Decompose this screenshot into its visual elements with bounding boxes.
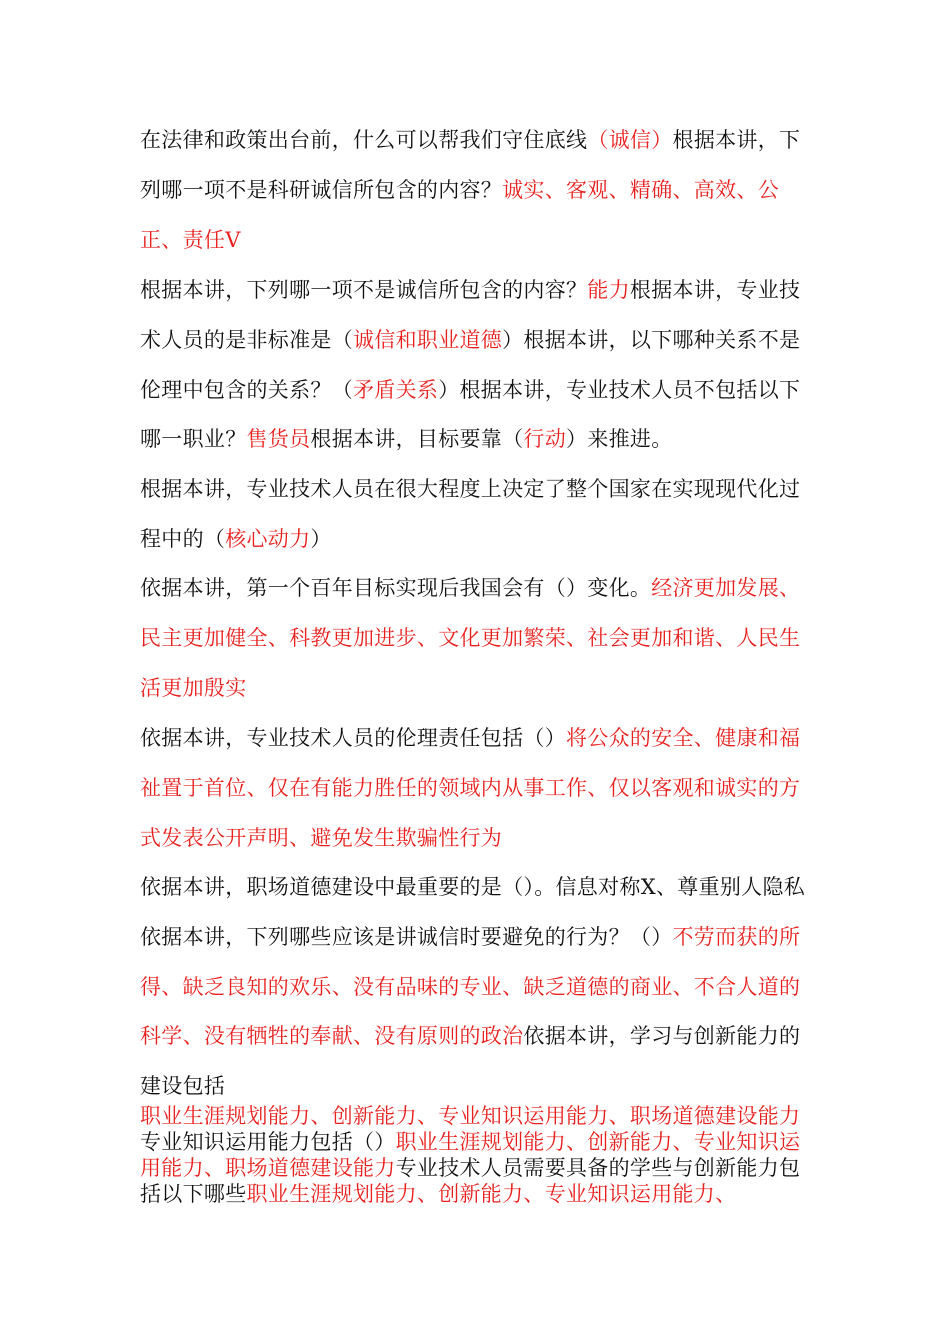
question-text: 专业技术人员需要具备的学些与创新能力包括以下哪些 — [140, 1156, 801, 1206]
question-text: ）根据本讲，专业技术人员不包括以下哪一职业？ — [140, 377, 801, 452]
question-text: ）来推进。 — [566, 427, 673, 452]
answer-text: 职业生涯规划能力、创新能力、专业知识运用能力、 — [246, 1182, 737, 1206]
question-text: 根据本讲，专业技术人员的是非标准是（ — [140, 278, 801, 352]
answer-text: 将公众的安全、健康和福祉置于首位、仅在有能力胜任的领域内从事工作、仅以客观和诚实的方式发表公开声明、避免发生欺骗性行为 — [140, 726, 801, 850]
question-text: 在法律和政策出台前，什么可以帮我们守住底线 — [140, 128, 588, 152]
answer-text: 经济更加发展、民主更加健全、科教更加进步、文化更加繁荣、社会更加和谐、人民生活更加殷实 — [140, 576, 801, 700]
question-block-abilities — [140, 1103, 820, 1207]
question-block-ethics — [140, 266, 820, 465]
answer-text: 售货员 — [246, 427, 311, 452]
question-text: ） — [310, 526, 332, 551]
answer-text: 不劳而获的所得、缺乏良知的欢乐、没有品味的专业、缺乏道德的商业、不合人道的科学、没有牺牲的奉献、没有原则的政治 — [140, 924, 801, 1049]
answer-text: （诚信） — [587, 128, 673, 152]
question-block-integrity — [140, 116, 820, 265]
answer-text: 职业生涯规划能力、创新能力、专业知识运用能力、职场道德建设能力 — [140, 1104, 801, 1128]
question-text: 根据本讲，下列哪一项不是诚信所包含的内容？ — [140, 278, 588, 302]
question-block-workplace-ethics — [140, 863, 820, 1112]
answer-text: 诚实、客观、精确、高效、公正、责任V — [140, 177, 780, 252]
question-block-centenary-goal — [140, 564, 820, 713]
answer-text: 职业生涯规划能力、创新能力、专业知识运用能力、职场道德建设能力 — [140, 1130, 801, 1180]
question-text: 依据本讲，专业技术人员的伦理责任包括（） — [140, 726, 566, 750]
question-text: 依据本讲，职场道德建设中最重要的是（）。信息对称X、尊重别人隐私依据本讲，下列哪些应该是讲诚信时要避免的行为？（） — [140, 875, 806, 949]
question-block-core-power — [140, 465, 820, 565]
question-text: 根据本讲，目标要靠（ — [310, 427, 524, 452]
question-text: 依据本讲，第一个百年目标实现后我国会有（）变化。 — [140, 576, 652, 600]
question-text: 根据本讲，下列哪一项不是科研诚信所包含的内容？ — [140, 128, 801, 202]
question-block-ethical-duty — [140, 714, 820, 863]
answer-text: 矛盾关系 — [353, 377, 439, 402]
answer-text: 核心动力 — [225, 526, 311, 551]
question-text: 根据本讲，专业技术人员在很大程度上决定了整个国家在实现现代化过程中的（ — [140, 477, 801, 551]
answer-text: 诚信和职业道德 — [353, 327, 503, 352]
answer-text: 能力 — [587, 278, 630, 302]
question-text: 专业知识运用能力包括（） — [140, 1130, 396, 1154]
question-text: ）根据本讲，以下哪种关系不是伦理中包含的关系？（ — [140, 327, 801, 402]
answer-text: 行动 — [523, 427, 567, 452]
question-text: 依据本讲，学习与创新能力的建设包括 — [140, 1024, 801, 1099]
